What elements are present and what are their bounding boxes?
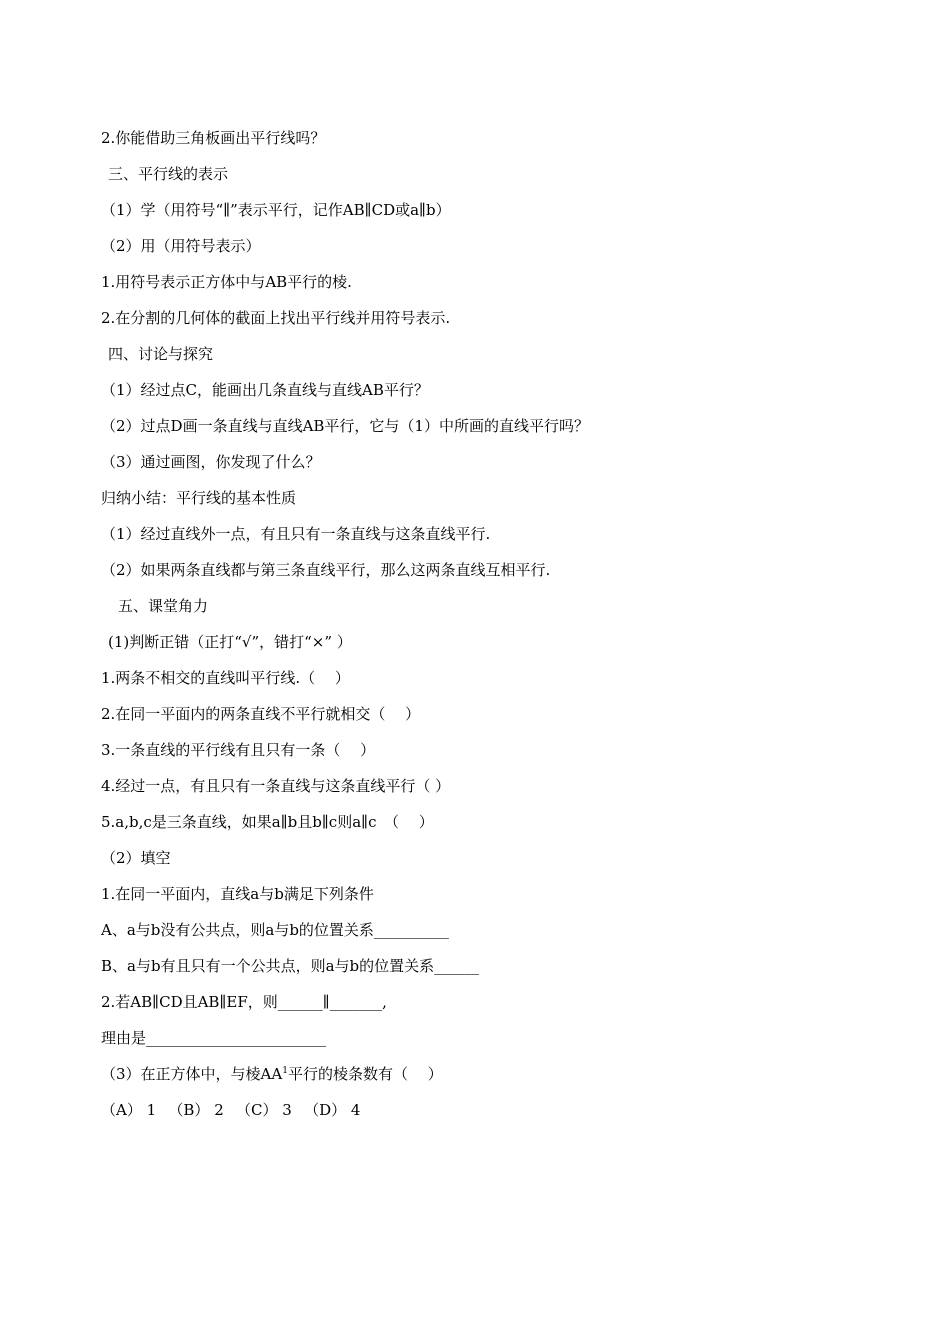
text-line-19: 4.经过一点，有且只有一条直线与这条直线平行（ ） — [101, 777, 451, 795]
question-3-superscript: 1 — [282, 1066, 288, 1076]
text-line-13: （2）如果两条直线都与第三条直线平行，那么这两条直线互相平行. — [101, 561, 551, 579]
text-line-4: （2）用（用符号表示） — [101, 237, 261, 255]
text-line-26: 理由是________________________ — [101, 1029, 327, 1047]
text-line-10: （3）通过画图，你发现了什么？ — [101, 453, 321, 471]
section-heading-4: 四、讨论与探究 — [108, 345, 214, 363]
question-3-before: （3）在正方体中，与棱AA — [101, 1065, 283, 1083]
text-line-17: 2.在同一平面内的两条直线不平行就相交（ ） — [101, 705, 421, 723]
text-line-22: 1.在同一平面内，直线a与b满足下列条件 — [101, 885, 374, 903]
text-line-16: 1.两条不相交的直线叫平行线.（ ） — [101, 669, 350, 687]
text-line-21: （2）填空 — [101, 849, 171, 867]
text-line-25: 2.若AB∥CD且AB∥EF，则______∥_______, — [101, 993, 387, 1011]
text-line-9: （2）过点D画一条直线与直线AB平行，它与（1）中所画的直线平行吗？ — [101, 417, 589, 435]
text-line-18: 3.一条直线的平行线有且只有一条（ ） — [101, 741, 376, 759]
section-heading-3: 三、平行线的表示 — [108, 165, 229, 183]
question-3-after: 平行的棱条数有（ ） — [287, 1065, 443, 1083]
text-line-3: （1）学（用符号“∥”表示平行，记作AB∥CD或a∥b） — [101, 201, 451, 219]
text-line-1: 2.你能借助三角板画出平行线吗？ — [101, 129, 326, 147]
text-line-24: B、a与b有且只有一个公共点，则a与b的位置关系______ — [101, 957, 480, 975]
text-line-23: A、a与b没有公共点，则a与b的位置关系__________ — [101, 921, 449, 939]
text-line-5: 1.用符号表示正方体中与AB平行的棱. — [101, 273, 352, 291]
text-line-8: （1）经过点C，能画出几条直线与直线AB平行？ — [101, 381, 429, 399]
text-line-12: （1）经过直线外一点，有且只有一条直线与这条直线平行. — [101, 525, 491, 543]
text-line-15: (1)判断正错（正打“√”，错打“×” ） — [108, 633, 352, 651]
question-3-line — [101, 1064, 443, 1084]
text-line-6: 2.在分割的几何体的截面上找出平行线并用符号表示. — [101, 309, 451, 327]
answer-options: （A） 1 （B） 2 （C） 3 （D） 4 — [101, 1101, 361, 1119]
summary-heading: 归纳小结：平行线的基本性质 — [101, 489, 297, 507]
section-heading-5: 五、课堂角力 — [118, 597, 209, 615]
text-line-20: 5.a,b,c是三条直线，如果a∥b且b∥c则a∥c （ ） — [101, 813, 434, 831]
